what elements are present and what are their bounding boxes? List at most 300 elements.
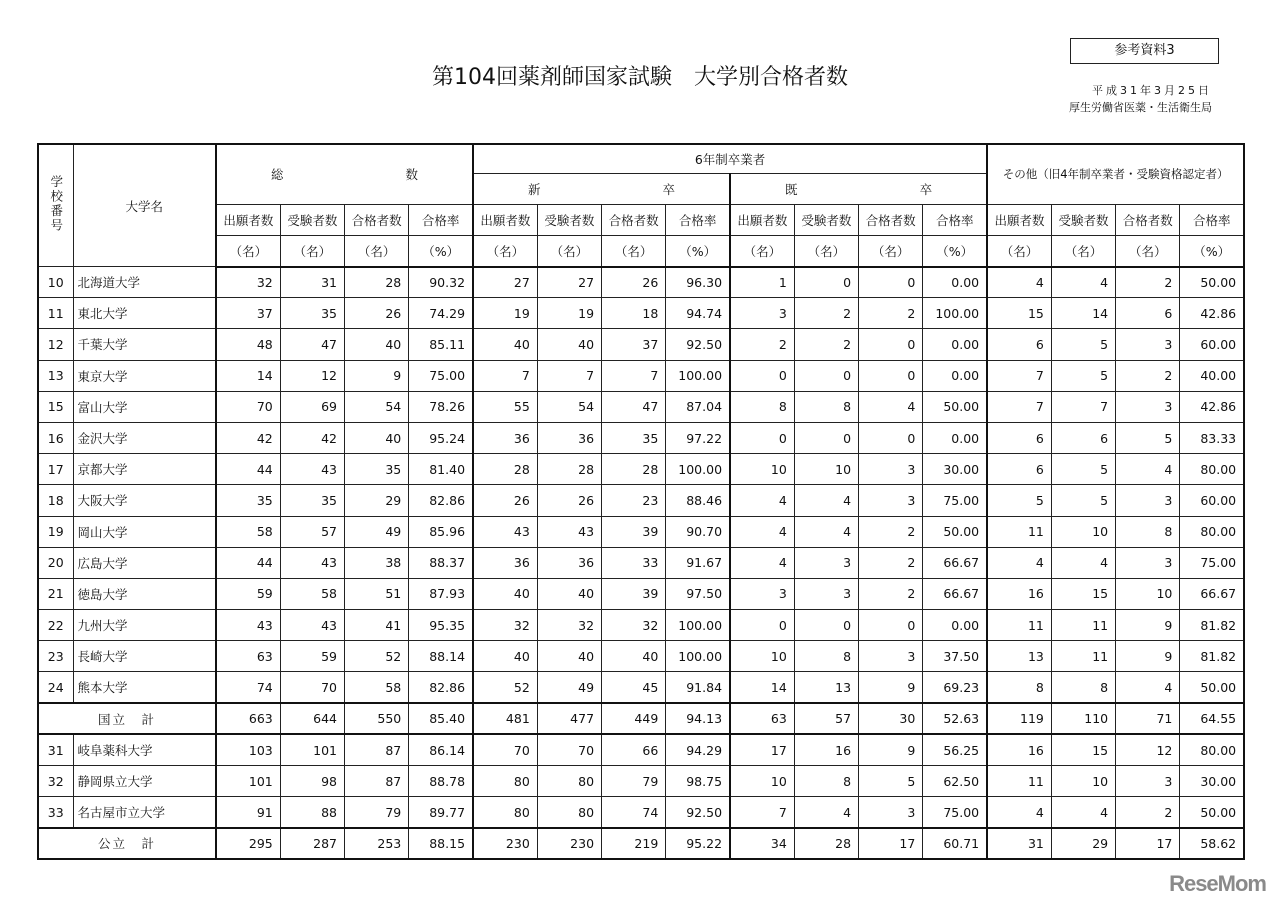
issuing-bureau: 厚生労働省医薬・生活衛生局 — [1069, 101, 1212, 114]
cell-value: 14 — [730, 672, 794, 703]
cell-value: 2 — [859, 578, 923, 609]
cell-value: 26 — [537, 485, 601, 516]
cell-value: 59 — [216, 578, 280, 609]
school-code: 32 — [38, 766, 73, 797]
cell-value: 80.00 — [1180, 454, 1244, 485]
cell-value: 9 — [1116, 610, 1180, 641]
cell-value: 28 — [345, 267, 409, 298]
cell-value: 98 — [280, 766, 344, 797]
unit-header: （名） — [1116, 235, 1180, 267]
cell-value: 9 — [859, 672, 923, 703]
cell-value: 82.86 — [409, 485, 473, 516]
cell-value: 35 — [280, 298, 344, 329]
cell-value: 4 — [1051, 547, 1115, 578]
cell-value: 40.00 — [1180, 360, 1244, 391]
cell-value: 31 — [987, 828, 1051, 859]
cell-value: 31 — [280, 267, 344, 298]
unit-header: （名） — [280, 235, 344, 267]
unit-header: （名） — [987, 235, 1051, 267]
table-row — [38, 516, 1244, 547]
cell-value: 28 — [794, 828, 858, 859]
cell-value: 32 — [473, 610, 537, 641]
university-name: 徳島大学 — [73, 578, 216, 609]
cell-value: 69.23 — [923, 672, 987, 703]
cell-value: 79 — [345, 797, 409, 828]
cell-value: 287 — [280, 828, 344, 859]
university-name: 熊本大学 — [73, 672, 216, 703]
cell-value: 56.25 — [923, 734, 987, 765]
cell-value: 10 — [1116, 578, 1180, 609]
cell-value: 34 — [730, 828, 794, 859]
cell-value: 3 — [1116, 391, 1180, 422]
cell-value: 40 — [473, 641, 537, 672]
cell-value: 44 — [216, 454, 280, 485]
cell-value: 10 — [1051, 766, 1115, 797]
cell-value: 100.00 — [666, 360, 730, 391]
school-code: 11 — [38, 298, 73, 329]
cell-value: 477 — [537, 703, 601, 734]
cell-value: 75.00 — [409, 360, 473, 391]
unit-header: （名） — [794, 235, 858, 267]
cell-value: 4 — [794, 797, 858, 828]
university-name: 富山大学 — [73, 391, 216, 422]
column-header: 合格者数 — [859, 204, 923, 235]
school-code: 19 — [38, 516, 73, 547]
cell-value: 23 — [602, 485, 666, 516]
cell-value: 0 — [859, 422, 923, 453]
cell-value: 42 — [280, 422, 344, 453]
university-name: 広島大学 — [73, 547, 216, 578]
cell-value: 80 — [537, 797, 601, 828]
cell-value: 59 — [280, 641, 344, 672]
cell-value: 37 — [216, 298, 280, 329]
cell-value: 5 — [987, 485, 1051, 516]
unit-header: （名） — [345, 235, 409, 267]
cell-value: 0 — [859, 329, 923, 360]
cell-value: 3 — [859, 485, 923, 516]
header-school-code: 学校番号 — [38, 144, 73, 267]
cell-value: 28 — [602, 454, 666, 485]
cell-value: 43 — [280, 610, 344, 641]
subtotal-label: 公立 計 — [38, 828, 216, 859]
cell-value: 7 — [473, 360, 537, 391]
cell-value: 40 — [537, 641, 601, 672]
university-name: 岡山大学 — [73, 516, 216, 547]
cell-value: 2 — [1116, 360, 1180, 391]
cell-value: 63 — [216, 641, 280, 672]
cell-value: 32 — [537, 610, 601, 641]
unit-header: （%） — [409, 235, 473, 267]
cell-value: 100.00 — [666, 610, 730, 641]
cell-value: 60.71 — [923, 828, 987, 859]
cell-value: 33 — [602, 547, 666, 578]
cell-value: 4 — [730, 485, 794, 516]
results-table — [37, 143, 1245, 860]
cell-value: 85.40 — [409, 703, 473, 734]
cell-value: 36 — [537, 422, 601, 453]
university-name: 東京大学 — [73, 360, 216, 391]
cell-value: 0 — [730, 422, 794, 453]
university-name: 北海道大学 — [73, 267, 216, 298]
cell-value: 7 — [537, 360, 601, 391]
unit-header: （名） — [537, 235, 601, 267]
cell-value: 91.67 — [666, 547, 730, 578]
table-row — [38, 797, 1244, 828]
school-code: 10 — [38, 267, 73, 298]
cell-value: 40 — [473, 578, 537, 609]
cell-value: 26 — [473, 485, 537, 516]
cell-value: 0 — [794, 360, 858, 391]
cell-value: 100.00 — [666, 454, 730, 485]
cell-value: 2 — [1116, 267, 1180, 298]
cell-value: 16 — [987, 734, 1051, 765]
university-name: 金沢大学 — [73, 422, 216, 453]
cell-value: 70 — [280, 672, 344, 703]
cell-value: 0.00 — [923, 329, 987, 360]
cell-value: 74 — [602, 797, 666, 828]
subtotal-row — [38, 828, 1244, 859]
cell-value: 3 — [794, 578, 858, 609]
cell-value: 43 — [280, 547, 344, 578]
cell-value: 36 — [537, 547, 601, 578]
cell-value: 66.67 — [923, 547, 987, 578]
cell-value: 6 — [1116, 298, 1180, 329]
table-row — [38, 454, 1244, 485]
cell-value: 26 — [602, 267, 666, 298]
cell-value: 6 — [1051, 422, 1115, 453]
cell-value: 0 — [859, 360, 923, 391]
cell-value: 8 — [987, 672, 1051, 703]
cell-value: 110 — [1051, 703, 1115, 734]
cell-value: 8 — [1051, 672, 1115, 703]
cell-value: 88.14 — [409, 641, 473, 672]
university-name: 静岡県立大学 — [73, 766, 216, 797]
cell-value: 4 — [794, 516, 858, 547]
cell-value: 35 — [216, 485, 280, 516]
cell-value: 87.04 — [666, 391, 730, 422]
cell-value: 40 — [602, 641, 666, 672]
cell-value: 14 — [1051, 298, 1115, 329]
school-code: 17 — [38, 454, 73, 485]
cell-value: 644 — [280, 703, 344, 734]
cell-value: 39 — [602, 516, 666, 547]
header-six-year-graduates: 6年制卒業者 — [473, 144, 987, 173]
cell-value: 11 — [1051, 641, 1115, 672]
cell-value: 0.00 — [923, 610, 987, 641]
cell-value: 6 — [987, 422, 1051, 453]
unit-header: （名） — [1051, 235, 1115, 267]
cell-value: 3 — [1116, 329, 1180, 360]
header-total: 総 数 — [216, 144, 473, 204]
cell-value: 0 — [794, 422, 858, 453]
cell-value: 98.75 — [666, 766, 730, 797]
cell-value: 103 — [216, 734, 280, 765]
cell-value: 4 — [730, 547, 794, 578]
cell-value: 80 — [473, 766, 537, 797]
cell-value: 60.00 — [1180, 329, 1244, 360]
school-code: 31 — [38, 734, 73, 765]
cell-value: 10 — [730, 641, 794, 672]
cell-value: 47 — [602, 391, 666, 422]
cell-value: 40 — [537, 329, 601, 360]
cell-value: 58 — [216, 516, 280, 547]
cell-value: 96.30 — [666, 267, 730, 298]
cell-value: 15 — [987, 298, 1051, 329]
unit-header: （%） — [1180, 235, 1244, 267]
school-code: 23 — [38, 641, 73, 672]
cell-value: 70 — [216, 391, 280, 422]
cell-value: 94.13 — [666, 703, 730, 734]
column-header: 合格者数 — [602, 204, 666, 235]
resemom-logo: ReseMom — [1169, 871, 1266, 896]
cell-value: 88.46 — [666, 485, 730, 516]
cell-value: 66 — [602, 734, 666, 765]
cell-value: 0 — [730, 360, 794, 391]
unit-header: （%） — [666, 235, 730, 267]
cell-value: 100.00 — [666, 641, 730, 672]
column-header: 合格率 — [923, 204, 987, 235]
cell-value: 9 — [1116, 641, 1180, 672]
cell-value: 3 — [730, 578, 794, 609]
university-name: 九州大学 — [73, 610, 216, 641]
cell-value: 36 — [473, 422, 537, 453]
cell-value: 2 — [859, 547, 923, 578]
cell-value: 48 — [216, 329, 280, 360]
cell-value: 15 — [1051, 734, 1115, 765]
cell-value: 4 — [1051, 267, 1115, 298]
cell-value: 3 — [859, 641, 923, 672]
cell-value: 119 — [987, 703, 1051, 734]
cell-value: 95.35 — [409, 610, 473, 641]
cell-value: 0 — [730, 610, 794, 641]
cell-value: 37 — [602, 329, 666, 360]
cell-value: 75.00 — [923, 485, 987, 516]
column-header: 出願者数 — [987, 204, 1051, 235]
cell-value: 3 — [1116, 485, 1180, 516]
cell-value: 11 — [987, 610, 1051, 641]
cell-value: 91 — [216, 797, 280, 828]
cell-value: 86.14 — [409, 734, 473, 765]
cell-value: 79 — [602, 766, 666, 797]
cell-value: 7 — [987, 391, 1051, 422]
cell-value: 95.22 — [666, 828, 730, 859]
cell-value: 16 — [987, 578, 1051, 609]
cell-value: 74.29 — [409, 298, 473, 329]
column-header: 合格者数 — [345, 204, 409, 235]
cell-value: 81.82 — [1180, 641, 1244, 672]
unit-header: （名） — [216, 235, 280, 267]
cell-value: 32 — [216, 267, 280, 298]
cell-value: 29 — [1051, 828, 1115, 859]
header-other: その他（旧4年制卒業者・受験資格認定者） — [987, 144, 1244, 204]
cell-value: 0.00 — [923, 422, 987, 453]
cell-value: 17 — [859, 828, 923, 859]
cell-value: 80.00 — [1180, 734, 1244, 765]
cell-value: 40 — [473, 329, 537, 360]
page-title: 第104回薬剤師国家試験 大学別合格者数 — [432, 65, 848, 90]
column-header: 受験者数 — [794, 204, 858, 235]
cell-value: 8 — [794, 641, 858, 672]
cell-value: 5 — [1051, 454, 1115, 485]
cell-value: 11 — [987, 766, 1051, 797]
cell-value: 550 — [345, 703, 409, 734]
unit-header: （名） — [859, 235, 923, 267]
cell-value: 5 — [1051, 485, 1115, 516]
cell-value: 81.40 — [409, 454, 473, 485]
cell-value: 5 — [1116, 422, 1180, 453]
cell-value: 10 — [730, 766, 794, 797]
cell-value: 13 — [794, 672, 858, 703]
cell-value: 27 — [537, 267, 601, 298]
cell-value: 7 — [987, 360, 1051, 391]
cell-value: 43 — [537, 516, 601, 547]
cell-value: 44 — [216, 547, 280, 578]
cell-value: 94.29 — [666, 734, 730, 765]
cell-value: 4 — [859, 391, 923, 422]
cell-value: 49 — [537, 672, 601, 703]
university-name: 大阪大学 — [73, 485, 216, 516]
cell-value: 42.86 — [1180, 391, 1244, 422]
table-row — [38, 578, 1244, 609]
cell-value: 0 — [859, 610, 923, 641]
cell-value: 5 — [859, 766, 923, 797]
cell-value: 43 — [280, 454, 344, 485]
table-row — [38, 672, 1244, 703]
cell-value: 35 — [280, 485, 344, 516]
table-row — [38, 547, 1244, 578]
reference-label: 参考資料3 — [1070, 38, 1219, 64]
cell-value: 11 — [987, 516, 1051, 547]
cell-value: 58 — [280, 578, 344, 609]
cell-value: 0 — [794, 267, 858, 298]
subtotal-row — [38, 703, 1244, 734]
cell-value: 11 — [1051, 610, 1115, 641]
cell-value: 101 — [216, 766, 280, 797]
cell-value: 1 — [730, 267, 794, 298]
column-header: 出願者数 — [216, 204, 280, 235]
cell-value: 101 — [280, 734, 344, 765]
cell-value: 449 — [602, 703, 666, 734]
cell-value: 36 — [473, 547, 537, 578]
cell-value: 2 — [859, 298, 923, 329]
cell-value: 100.00 — [923, 298, 987, 329]
university-name: 岐阜薬科大学 — [73, 734, 216, 765]
cell-value: 12 — [1116, 734, 1180, 765]
cell-value: 70 — [473, 734, 537, 765]
cell-value: 4 — [987, 797, 1051, 828]
cell-value: 87 — [345, 734, 409, 765]
university-name: 名古屋市立大学 — [73, 797, 216, 828]
header-university-name: 大学名 — [73, 144, 216, 267]
cell-value: 17 — [1116, 828, 1180, 859]
cell-value: 50.00 — [923, 516, 987, 547]
cell-value: 7 — [602, 360, 666, 391]
cell-value: 19 — [473, 298, 537, 329]
cell-value: 40 — [537, 578, 601, 609]
column-header: 合格率 — [1180, 204, 1244, 235]
cell-value: 4 — [1116, 454, 1180, 485]
column-header: 合格率 — [666, 204, 730, 235]
table-row — [38, 485, 1244, 516]
table-row — [38, 298, 1244, 329]
cell-value: 55 — [473, 391, 537, 422]
school-code: 21 — [38, 578, 73, 609]
cell-value: 83.33 — [1180, 422, 1244, 453]
cell-value: 70 — [537, 734, 601, 765]
cell-value: 45 — [602, 672, 666, 703]
school-code: 13 — [38, 360, 73, 391]
cell-value: 6 — [987, 454, 1051, 485]
publication-date: 平成31年3月25日 — [1092, 84, 1212, 97]
cell-value: 88 — [280, 797, 344, 828]
table-row — [38, 641, 1244, 672]
cell-value: 43 — [216, 610, 280, 641]
table-row — [38, 610, 1244, 641]
column-header: 出願者数 — [730, 204, 794, 235]
cell-value: 30.00 — [1180, 766, 1244, 797]
table-row — [38, 329, 1244, 360]
cell-value: 15 — [1051, 578, 1115, 609]
cell-value: 230 — [473, 828, 537, 859]
cell-value: 92.50 — [666, 329, 730, 360]
cell-value: 0 — [794, 610, 858, 641]
cell-value: 75.00 — [923, 797, 987, 828]
cell-value: 13 — [987, 641, 1051, 672]
university-name: 京都大学 — [73, 454, 216, 485]
cell-value: 3 — [730, 298, 794, 329]
cell-value: 50.00 — [1180, 672, 1244, 703]
cell-value: 50.00 — [1180, 267, 1244, 298]
cell-value: 6 — [987, 329, 1051, 360]
unit-header: （名） — [602, 235, 666, 267]
cell-value: 3 — [1116, 766, 1180, 797]
cell-value: 90.70 — [666, 516, 730, 547]
table-body — [38, 267, 1244, 860]
cell-value: 80 — [473, 797, 537, 828]
cell-value: 40 — [345, 329, 409, 360]
cell-value: 14 — [216, 360, 280, 391]
cell-value: 50.00 — [923, 391, 987, 422]
cell-value: 12 — [280, 360, 344, 391]
cell-value: 85.11 — [409, 329, 473, 360]
cell-value: 8 — [730, 391, 794, 422]
cell-value: 5 — [1051, 360, 1115, 391]
cell-value: 57 — [280, 516, 344, 547]
cell-value: 60.00 — [1180, 485, 1244, 516]
cell-value: 295 — [216, 828, 280, 859]
cell-value: 3 — [1116, 547, 1180, 578]
cell-value: 2 — [1116, 797, 1180, 828]
cell-value: 41 — [345, 610, 409, 641]
cell-value: 37.50 — [923, 641, 987, 672]
cell-value: 4 — [987, 547, 1051, 578]
school-code: 12 — [38, 329, 73, 360]
cell-value: 80.00 — [1180, 516, 1244, 547]
cell-value: 78.26 — [409, 391, 473, 422]
school-code: 24 — [38, 672, 73, 703]
cell-value: 50.00 — [1180, 797, 1244, 828]
column-header: 受験者数 — [280, 204, 344, 235]
cell-value: 88.78 — [409, 766, 473, 797]
cell-value: 0.00 — [923, 267, 987, 298]
cell-value: 17 — [730, 734, 794, 765]
cell-value: 4 — [1116, 672, 1180, 703]
cell-value: 16 — [794, 734, 858, 765]
cell-value: 82.86 — [409, 672, 473, 703]
cell-value: 52 — [473, 672, 537, 703]
cell-value: 481 — [473, 703, 537, 734]
cell-value: 58 — [345, 672, 409, 703]
